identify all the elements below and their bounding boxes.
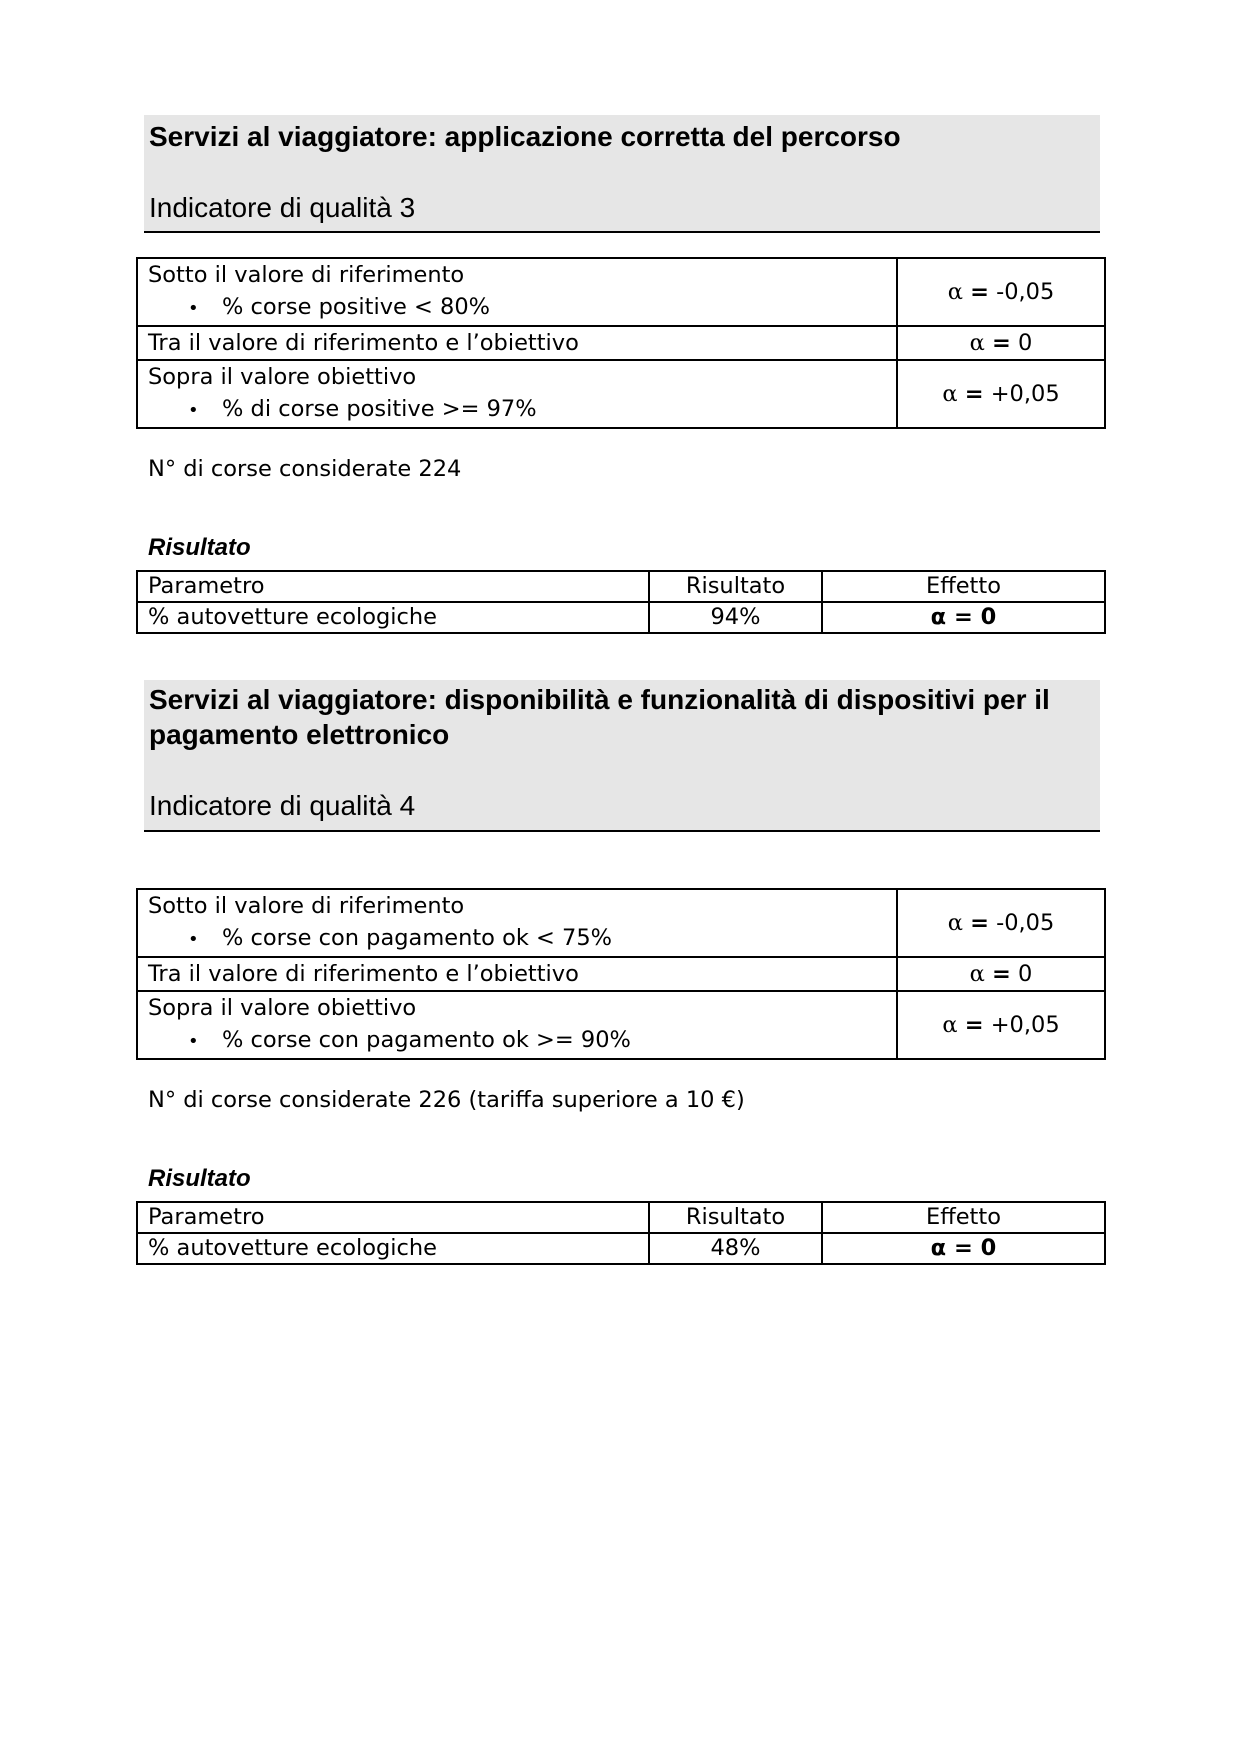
criteria-label: Tra il valore di riferimento e l’obiettivo xyxy=(148,961,579,987)
alpha-symbol: α xyxy=(942,1012,958,1038)
result-parametro: % autovetture ecologiche xyxy=(137,602,649,633)
criteria-table-2 xyxy=(136,888,1106,1060)
alpha-value: 0 xyxy=(1018,961,1033,987)
result-heading: Risultato xyxy=(148,534,251,561)
alpha-cell xyxy=(897,889,1105,957)
trips-note: N° di corse considerate 226 (tariffa superiore a 10 €) xyxy=(148,1087,745,1113)
criteria-cell xyxy=(137,991,897,1059)
section-title: Servizi al viaggiatore: applicazione corretta del percorso xyxy=(149,121,901,152)
criteria-bullet xyxy=(148,291,886,325)
section-header-1 xyxy=(144,115,1100,233)
criteria-cell xyxy=(137,360,897,428)
section-title: Servizi al viaggiatore: disponibilità e funzionalità di dispositivi per il pagamento elettronico xyxy=(149,684,1050,750)
result-header-row xyxy=(137,1202,1105,1233)
alpha-symbol: α xyxy=(942,381,958,407)
alpha-cell xyxy=(897,991,1105,1059)
alpha-value: -0,05 xyxy=(996,910,1055,936)
criteria-bullet-text: % corse con pagamento ok >= 90% xyxy=(222,1027,631,1053)
header-effetto: Effetto xyxy=(822,571,1105,602)
result-value: 94% xyxy=(649,602,822,633)
criteria-row xyxy=(137,326,1105,360)
bullet-icon: • xyxy=(188,400,199,421)
alpha-equals: = xyxy=(992,961,1011,987)
alpha-symbol: α xyxy=(947,910,963,936)
header-risultato: Risultato xyxy=(649,571,822,602)
result-row xyxy=(137,1233,1105,1264)
criteria-row xyxy=(137,991,1105,1059)
result-table-1 xyxy=(136,570,1106,634)
result-effect: α = 0 xyxy=(822,1233,1105,1264)
header-risultato: Risultato xyxy=(649,1202,822,1233)
result-effect: α = 0 xyxy=(822,602,1105,633)
criteria-row xyxy=(137,889,1105,957)
alpha-cell xyxy=(897,360,1105,428)
result-value: 48% xyxy=(649,1233,822,1264)
criteria-cell xyxy=(137,258,897,326)
criteria-bullet xyxy=(148,393,886,427)
alpha-value: -0,05 xyxy=(996,279,1055,305)
alpha-cell xyxy=(897,326,1105,360)
criteria-label: Sopra il valore obiettivo xyxy=(148,364,417,390)
criteria-bullet-text: % corse positive < 80% xyxy=(222,294,491,320)
result-row xyxy=(137,602,1105,633)
criteria-label: Sotto il valore di riferimento xyxy=(148,262,465,288)
criteria-bullet-text: % corse con pagamento ok < 75% xyxy=(222,925,613,951)
bullet-icon: • xyxy=(188,298,199,319)
alpha-cell xyxy=(897,957,1105,991)
alpha-value: 0 xyxy=(1018,330,1033,356)
criteria-bullet xyxy=(148,922,886,956)
alpha-symbol: α xyxy=(969,961,985,987)
trips-note: N° di corse considerate 224 xyxy=(148,456,462,482)
header-parametro: Parametro xyxy=(137,571,649,602)
criteria-label: Sopra il valore obiettivo xyxy=(148,995,417,1021)
criteria-bullet xyxy=(148,1024,886,1058)
alpha-equals: = xyxy=(970,279,989,305)
alpha-cell xyxy=(897,258,1105,326)
alpha-equals: = xyxy=(964,1012,984,1038)
header-effetto: Effetto xyxy=(822,1202,1105,1233)
alpha-symbol: α xyxy=(969,330,985,356)
alpha-symbol: α xyxy=(947,279,963,305)
header-parametro: Parametro xyxy=(137,1202,649,1233)
section-subtitle: Indicatore di qualità 3 xyxy=(149,192,416,223)
criteria-label: Sotto il valore di riferimento xyxy=(148,893,465,919)
alpha-equals: = xyxy=(970,910,989,936)
criteria-row xyxy=(137,957,1105,991)
alpha-equals: = xyxy=(964,381,984,407)
criteria-label: Tra il valore di riferimento e l’obiettivo xyxy=(148,330,579,356)
result-heading: Risultato xyxy=(148,1165,251,1192)
criteria-cell xyxy=(137,326,897,360)
criteria-row xyxy=(137,360,1105,428)
bullet-icon: • xyxy=(188,1031,199,1052)
criteria-table-1 xyxy=(136,257,1106,429)
criteria-row xyxy=(137,258,1105,326)
alpha-value: +0,05 xyxy=(990,1012,1060,1038)
result-table-2 xyxy=(136,1201,1106,1265)
alpha-value: +0,05 xyxy=(990,381,1060,407)
criteria-cell xyxy=(137,889,897,957)
criteria-cell xyxy=(137,957,897,991)
alpha-equals: = xyxy=(992,330,1011,356)
result-parametro: % autovetture ecologiche xyxy=(137,1233,649,1264)
bullet-icon: • xyxy=(188,929,199,950)
section-header-2 xyxy=(144,680,1100,832)
section-subtitle: Indicatore di qualità 4 xyxy=(149,790,416,821)
result-header-row xyxy=(137,571,1105,602)
criteria-bullet-text: % di corse positive >= 97% xyxy=(222,396,537,422)
